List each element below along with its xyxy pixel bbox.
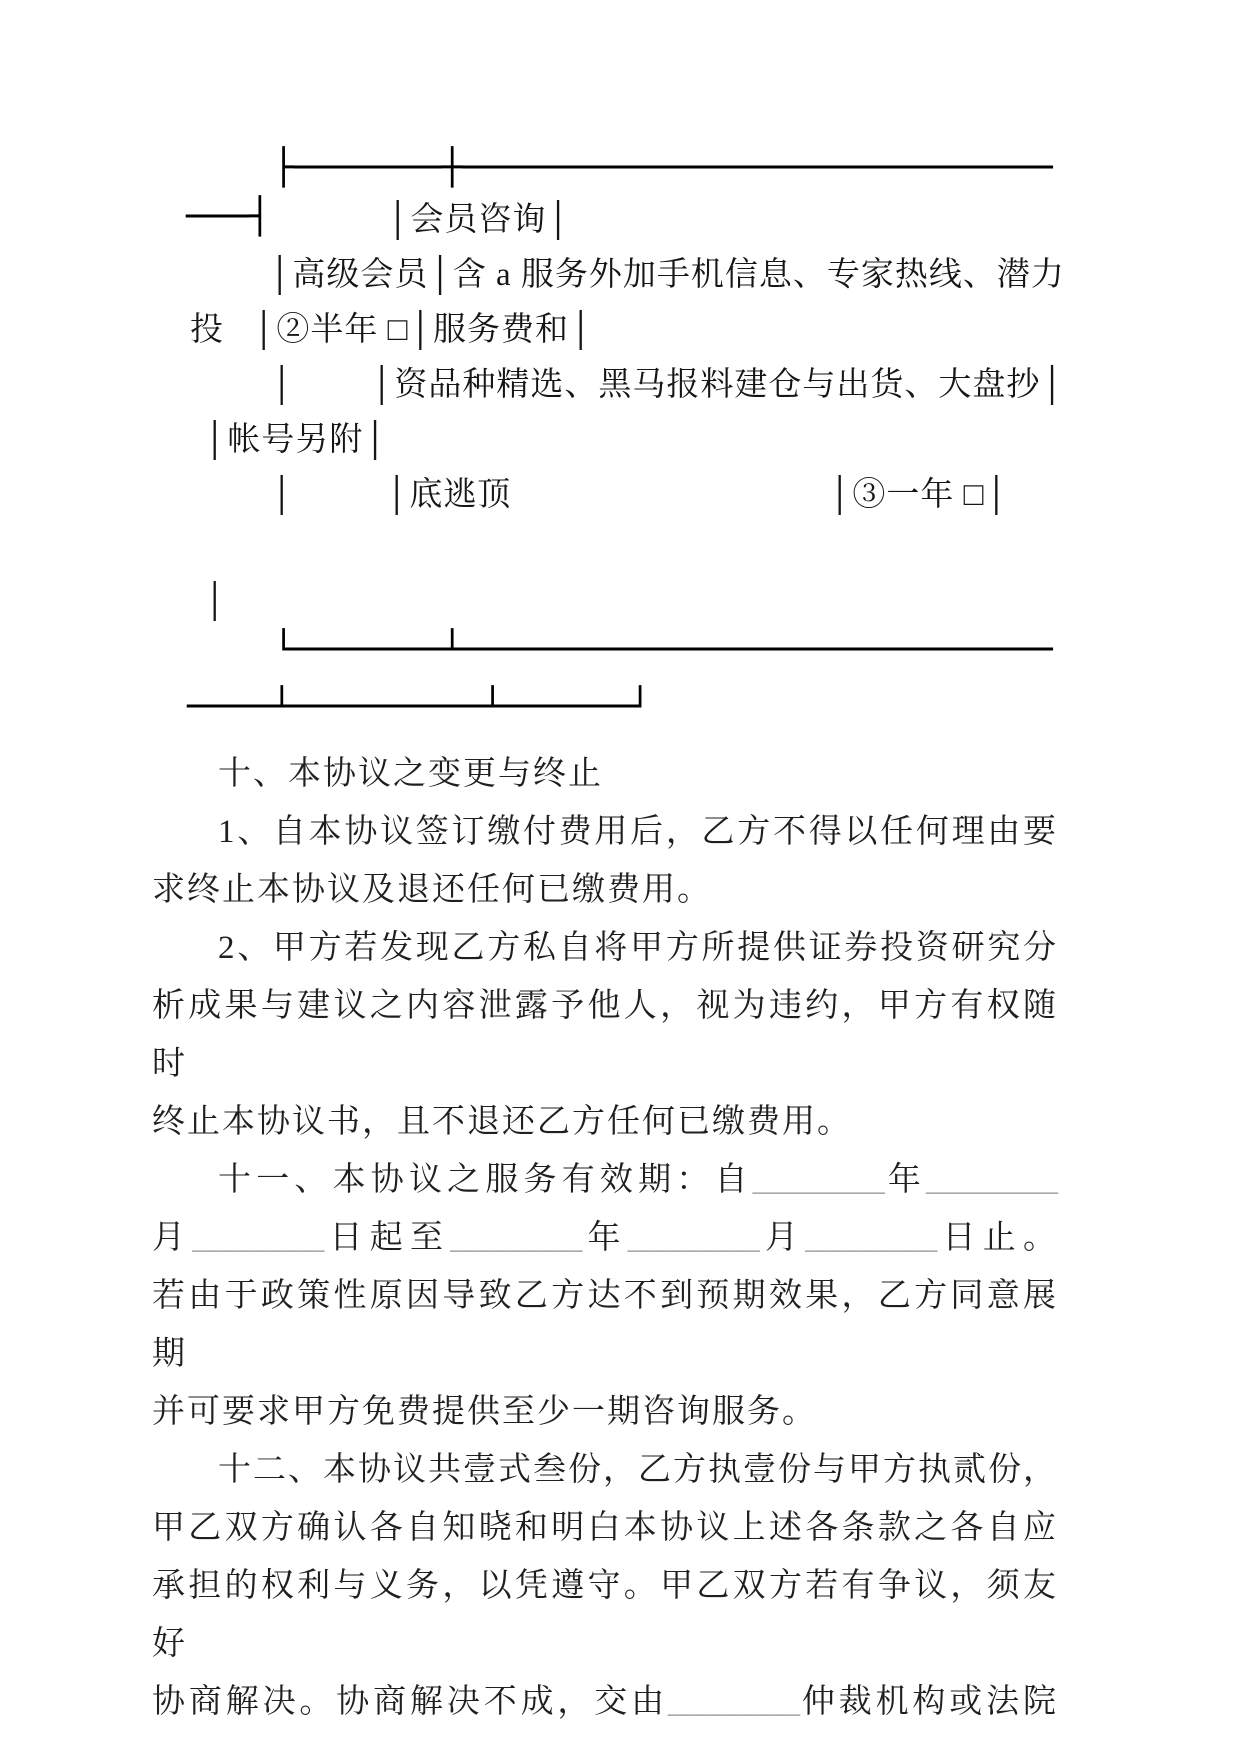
cell-varieties: │资品种精选、黑马报料建仓与出货、大盘抄│: [370, 367, 1065, 403]
cell-half-year-checkbox: │②半年 □│服务费和│: [252, 312, 594, 348]
clause-text: 年: [884, 1162, 926, 1198]
fill-in-blank: ________: [192, 1220, 325, 1256]
cell-account-extra: │帐号另附│: [203, 422, 388, 458]
clause-12-line-3: [152, 1557, 1058, 1673]
clause-10-item-2-line-1: [152, 919, 1058, 977]
fill-in-blank: ________: [668, 1684, 800, 1720]
clause-text: 十一、本协议之服务有效期：自: [218, 1162, 753, 1198]
clause-text: 甲乙双方确认各自知晓和明白本协议上述各条款之各自应: [152, 1510, 1058, 1546]
fill-in-blank: ________: [752, 1162, 885, 1198]
cell-left-bar: │: [270, 477, 295, 513]
clause-10-item-2-line-2: [152, 977, 1058, 1093]
clause-text: 仲裁机构或法院: [800, 1684, 1059, 1720]
cell-lone-bar: │: [203, 583, 228, 619]
clause-text: 2、甲方若发现乙方私自将甲方所提供证券投资研究分: [218, 930, 1058, 966]
clause-text: 月: [152, 1220, 193, 1256]
clause-11-line-2: [152, 1209, 1058, 1267]
clause-text: 月: [759, 1220, 806, 1256]
fill-in-blank: ________: [926, 1162, 1058, 1198]
clause-text: 析成果与建议之内容泄露予他人，视为违约，甲方有权随时: [152, 988, 1058, 1082]
clause-text: 终止本协议书，且不退还乙方任何已缴费用。: [152, 1104, 852, 1140]
rule-top-border: ├───────┼────────────────────────────: [273, 148, 1053, 188]
fill-in-blank: ________: [805, 1220, 938, 1256]
cell-bottom-escape-top: │底逃顶: [385, 477, 512, 513]
rule-footer: ────┴─────────┴──────┘: [187, 687, 651, 727]
clause-text: 十、本协议之变更与终止: [218, 756, 603, 792]
clause-12-line-4: [152, 1673, 1058, 1731]
clause-11-line-4: [152, 1383, 1058, 1441]
clause-11-line-1: [152, 1151, 1058, 1209]
rule-bottom-border: └───────┴────────────────────────────: [273, 630, 1053, 670]
cell-left-bar: │: [270, 367, 295, 403]
cell-invest-char: 投: [190, 312, 224, 348]
clause-text: 若由于政策性原因导致乙方达不到预期效果，乙方同意展期: [152, 1278, 1058, 1372]
cell-member-consult: │会员咨询│: [386, 202, 571, 238]
clause-text: 十二、本协议共壹式叁份，乙方执壹份与甲方执贰份，: [218, 1452, 1058, 1488]
cell-senior-member: │高级会员│含 a 服务外加手机信息、专家热线、潜力: [268, 257, 1065, 293]
clause-text: 日止。: [937, 1220, 1058, 1256]
fill-in-blank: ________: [627, 1220, 760, 1256]
clause-text: 并可要求甲方免费提供至少一期咨询服务。: [152, 1394, 817, 1430]
clause-text: 年: [582, 1220, 628, 1256]
fill-in-blank: ________: [450, 1220, 583, 1256]
clauses-section: [152, 745, 1058, 1731]
clause-text: 日起至: [324, 1220, 451, 1256]
clause-text: 求终止本协议及退还任何已缴费用。: [152, 872, 712, 908]
clause-11-line-3: [152, 1267, 1058, 1383]
membership-table-art: [0, 0, 1241, 740]
clause-10-item-1-line-2: [152, 861, 1058, 919]
clause-text: 1、自本协议签订缴付费用后，乙方不得以任何理由要: [218, 814, 1058, 850]
clause-10-item-2-line-3: [152, 1093, 1058, 1151]
rule-left-stub: ───┤: [186, 197, 271, 237]
clause-text: 协商解决。协商解决不成，交由: [152, 1684, 668, 1720]
clause-text: 承担的权利与义务，以凭遵守。甲乙双方若有争议，须友好: [152, 1568, 1058, 1662]
clause-12-line-2: [152, 1499, 1058, 1557]
clause-10-item-1-line-1: [152, 803, 1058, 861]
cell-one-year-checkbox: │③一年 □│: [828, 477, 1009, 513]
clause-10-heading: [152, 745, 1058, 803]
clause-12-line-1: [152, 1441, 1058, 1499]
